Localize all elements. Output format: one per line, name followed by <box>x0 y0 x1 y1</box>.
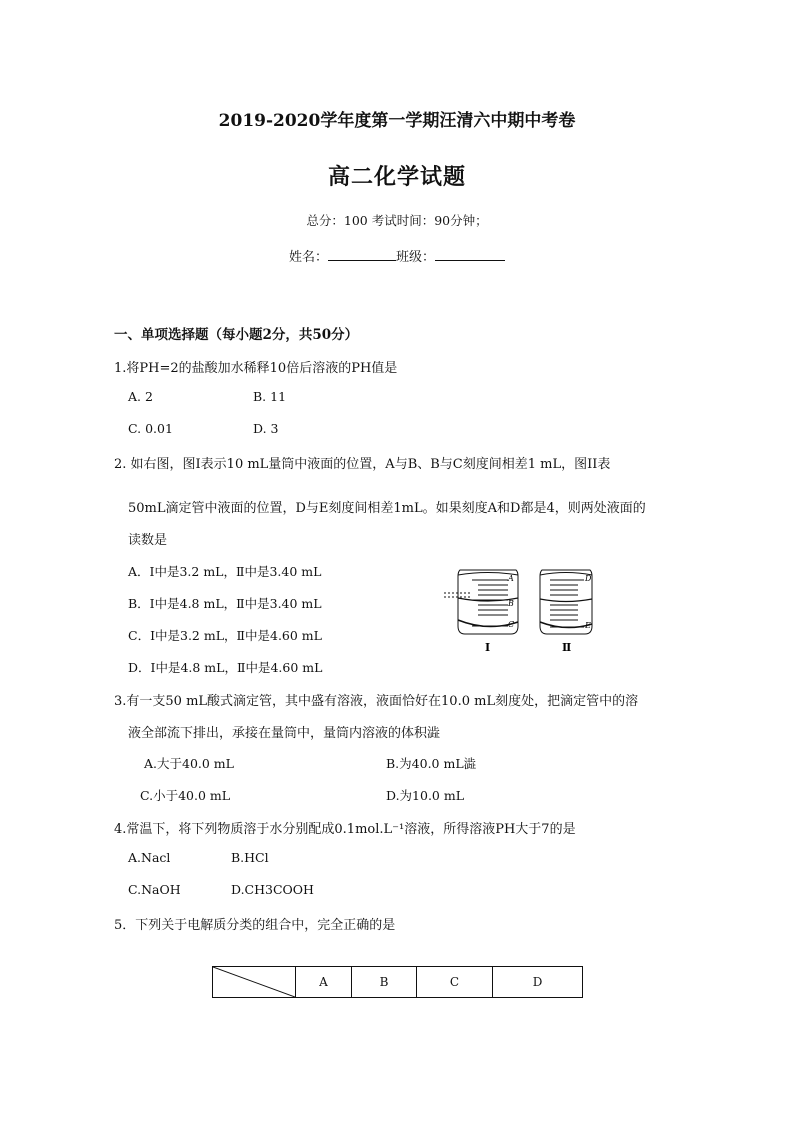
q1-option-a: A. 2 <box>128 389 153 404</box>
table-header-a: A <box>296 967 352 998</box>
table-header-row <box>213 967 583 998</box>
cylinder-figure <box>438 560 598 660</box>
q2-option-a: A．Ⅰ中是3.2 mL，Ⅱ中是3.40 mL <box>128 564 322 579</box>
label-e: E <box>585 621 591 630</box>
name-class-row <box>0 246 794 265</box>
subject-title: 高二化学试题 <box>327 164 466 190</box>
exam-meta: 总分：100 考试时间：90分钟； <box>306 213 488 228</box>
q3-option-b: B.为40.0 mL澁 <box>386 756 477 771</box>
name-blank[interactable] <box>328 246 396 261</box>
q4-option-a: A.Nacl <box>128 850 171 865</box>
exam-title: 2019-2020学年度第一学期汪清六中期中考卷 <box>218 111 576 131</box>
class-blank[interactable] <box>435 246 505 261</box>
question-2-line-1: 2. 如右图，图Ⅰ表示10 mL量筒中液面的位置，A与B、B与C刻度间相差1 mL，图II表 <box>114 457 611 472</box>
diagonal-line <box>213 967 295 997</box>
question-2-line-2: 50mL滴定管中液面的位置，D与E刻度间相差1mL。如果刻度A和D都是4，则两处液面的 <box>128 501 646 516</box>
question-1: 1.将PH=2的盐酸加水稀释10倍后溶液的PH值是 <box>114 361 398 376</box>
caption-i: Ⅰ <box>485 641 491 654</box>
q2-option-c: C．Ⅰ中是3.2 mL，Ⅱ中是4.60 mL <box>128 628 322 643</box>
label-d: D <box>585 574 592 583</box>
q3-option-c: C.小于40.0 mL <box>140 788 231 803</box>
diagonal-header-cell <box>213 967 296 998</box>
q4-option-b: B.HCl <box>231 850 269 865</box>
question-4: 4.常温下，将下列物质溶于水分别配成0.1mol.L⁻¹溶液，所得溶液PH大于7的是 <box>114 822 576 837</box>
q1-option-b: B. 11 <box>253 389 287 404</box>
caption-ii: Ⅱ <box>562 641 572 654</box>
q4-option-d: D.CH3COOH <box>231 882 314 897</box>
label-c: C <box>508 620 515 629</box>
question-2-line-3: 读数是 <box>128 533 168 548</box>
electrolyte-table <box>212 966 583 998</box>
q4-option-c: C.NaOH <box>128 882 181 897</box>
q1-option-c: C. 0.01 <box>128 421 173 436</box>
q2-option-b: B．Ⅰ中是4.8 mL，Ⅱ中是3.40 mL <box>128 596 322 611</box>
question-3-line-2: 液全部流下排出，承接在量筒中，量筒内溶液的体积澁 <box>128 726 441 741</box>
table-header-c: C <box>417 967 493 998</box>
question-5: 5．下列关于电解质分类的组合中，完全正确的是 <box>114 918 396 933</box>
graduated-cylinder-i <box>444 570 518 634</box>
question-3-line-1: 3.有一支50 mL酸式滴定管，其中盛有溶液，液面恰好在10.0 mL刻度处，把滴定管中的溶 <box>114 694 639 709</box>
table-header-d: D <box>493 967 583 998</box>
q3-option-d: D.为10.0 mL <box>386 788 465 803</box>
label-a: A <box>508 574 514 583</box>
q3-option-a: A.大于40.0 mL <box>144 756 234 771</box>
q2-option-d: D．Ⅰ中是4.8 mL，Ⅱ中是4.60 mL <box>128 660 323 675</box>
class-label: 班级： <box>396 250 436 265</box>
name-label: 姓名： <box>288 250 328 265</box>
section-heading: 一、单项选择题（每小题2分，共50分） <box>114 327 359 343</box>
table-header-b: B <box>352 967 417 998</box>
label-b: B <box>508 599 514 608</box>
q1-option-d: D. 3 <box>253 421 279 436</box>
